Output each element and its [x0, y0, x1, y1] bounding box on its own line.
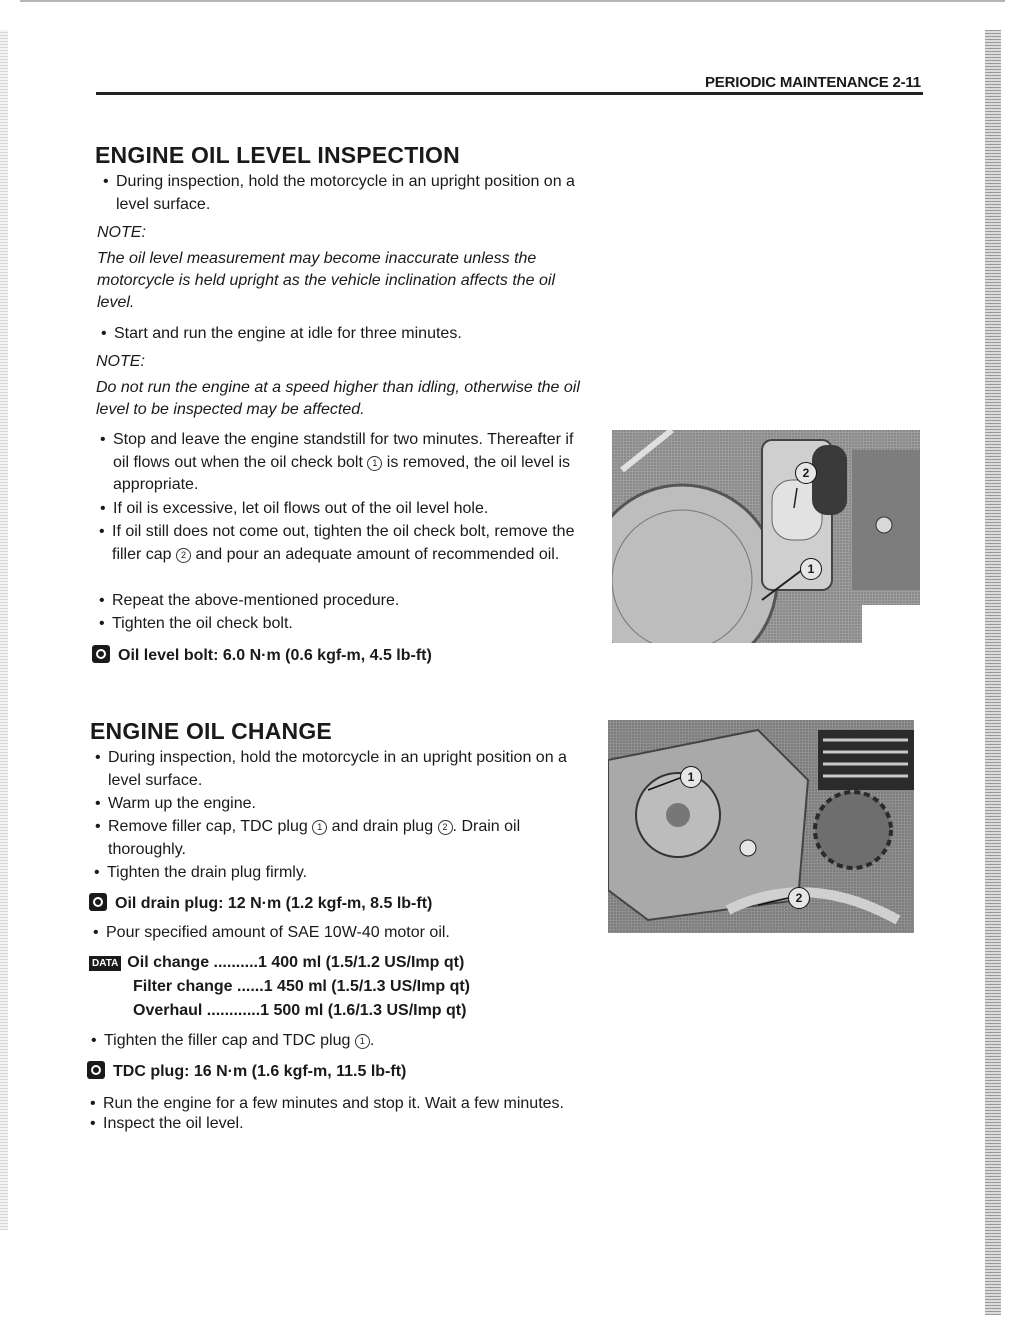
note-label: NOTE:	[97, 224, 146, 241]
engine-photo-drawing	[612, 430, 920, 643]
list-item: • If oil still does not come out, tighten the oil check bolt, remove the filler cap 2 and pour an adequate amount of recommended oil.	[99, 523, 575, 563]
section-title-oil-change: ENGINE OIL CHANGE	[90, 718, 332, 744]
page-edge-top	[20, 0, 1005, 37]
engine-photo-oil-check	[612, 430, 920, 643]
callout-ref-1: 1	[355, 1034, 370, 1049]
list-item: • If oil is excessive, let oil flows out of the oil level hole.	[100, 500, 489, 517]
callout-1: 1	[680, 766, 702, 788]
capacity-row: DATA Oil change .......... 1 400 ml (1.5/1.2 US/Imp qt)	[89, 951, 470, 975]
oil-capacity-table	[89, 951, 470, 1023]
note-text: Do not run the engine at a speed higher than idling, otherwise the oil level to be inspected may be affected.	[96, 379, 580, 418]
list-item: • Tighten the oil check bolt.	[99, 615, 293, 632]
list-item: • Tighten the drain plug firmly.	[94, 864, 308, 881]
list-item: • Repeat the above-mentioned procedure.	[99, 592, 400, 609]
capacity-row: Overhaul ............ 1 500 ml (1.6/1.3 US/Imp qt)	[133, 1002, 467, 1019]
page-edge-left	[0, 30, 8, 1230]
list-item: • Stop and leave the engine standstill for two minutes. Thereafter if oil flows out when the oil check bolt 1 is removed, the oil level is appropriate.	[100, 431, 574, 493]
section-title-oil-level-inspection: ENGINE OIL LEVEL INSPECTION	[95, 142, 460, 168]
engine-photo-drain-plug	[608, 720, 914, 933]
note-label: NOTE:	[96, 353, 145, 370]
engine-photo-drawing	[608, 720, 914, 933]
bullet: •	[103, 173, 109, 190]
torque-wrench-icon	[89, 893, 107, 911]
list-item: • During inspection, hold the motorcycle in an upright position on a level surface.	[95, 749, 567, 789]
header-rule	[96, 92, 923, 95]
callout-ref-1: 1	[367, 456, 382, 471]
callout-ref-2: 2	[438, 820, 453, 835]
capacity-row: Filter change ...... 1 450 ml (1.5/1.3 US/Imp qt)	[133, 978, 470, 995]
torque-wrench-icon	[92, 645, 110, 663]
running-header: PERIODIC MAINTENANCE 2-11	[705, 74, 921, 91]
callout-ref-1: 1	[312, 820, 327, 835]
list-item: • Remove filler cap, TDC plug 1 and drain plug 2 . Drain oil thoroughly.	[95, 818, 521, 858]
torque-spec-oil-drain-plug: Oil drain plug: 12 N·m (1.2 kgf-m, 8.5 lb-ft)	[89, 893, 432, 913]
callout-ref-2: 2	[176, 548, 191, 563]
list-item: • Warm up the engine.	[95, 795, 256, 812]
data-icon: DATA	[89, 956, 121, 971]
callout-2: 2	[795, 462, 817, 484]
list-item: • Start and run the engine at idle for three minutes.	[101, 325, 462, 342]
page-edge-right	[985, 30, 1001, 1315]
list-item: • Inspect the oil level.	[90, 1115, 244, 1132]
list-item: • During inspection, hold the motorcycle in an upright position on a level surface.	[103, 173, 575, 213]
torque-wrench-icon	[87, 1061, 105, 1079]
list-item: • Run the engine for a few minutes and stop it. Wait a few minutes.	[90, 1095, 564, 1112]
list-item: • Tighten the filler cap and TDC plug 1 .	[91, 1032, 375, 1049]
callout-1: 1	[800, 558, 822, 580]
torque-spec-tdc-plug: TDC plug: 16 N·m (1.6 kgf-m, 11.5 lb-ft)	[87, 1061, 406, 1081]
callout-2: 2	[788, 887, 810, 909]
note-text: The oil level measurement may become inaccurate unless the motorcycle is held upright as the vehicle inclination affects the oil level.	[97, 250, 556, 311]
list-item: • Pour specified amount of SAE 10W-40 motor oil.	[93, 924, 450, 941]
torque-spec-oil-level-bolt: Oil level bolt: 6.0 N·m (0.6 kgf-m, 4.5 lb-ft)	[92, 645, 432, 665]
